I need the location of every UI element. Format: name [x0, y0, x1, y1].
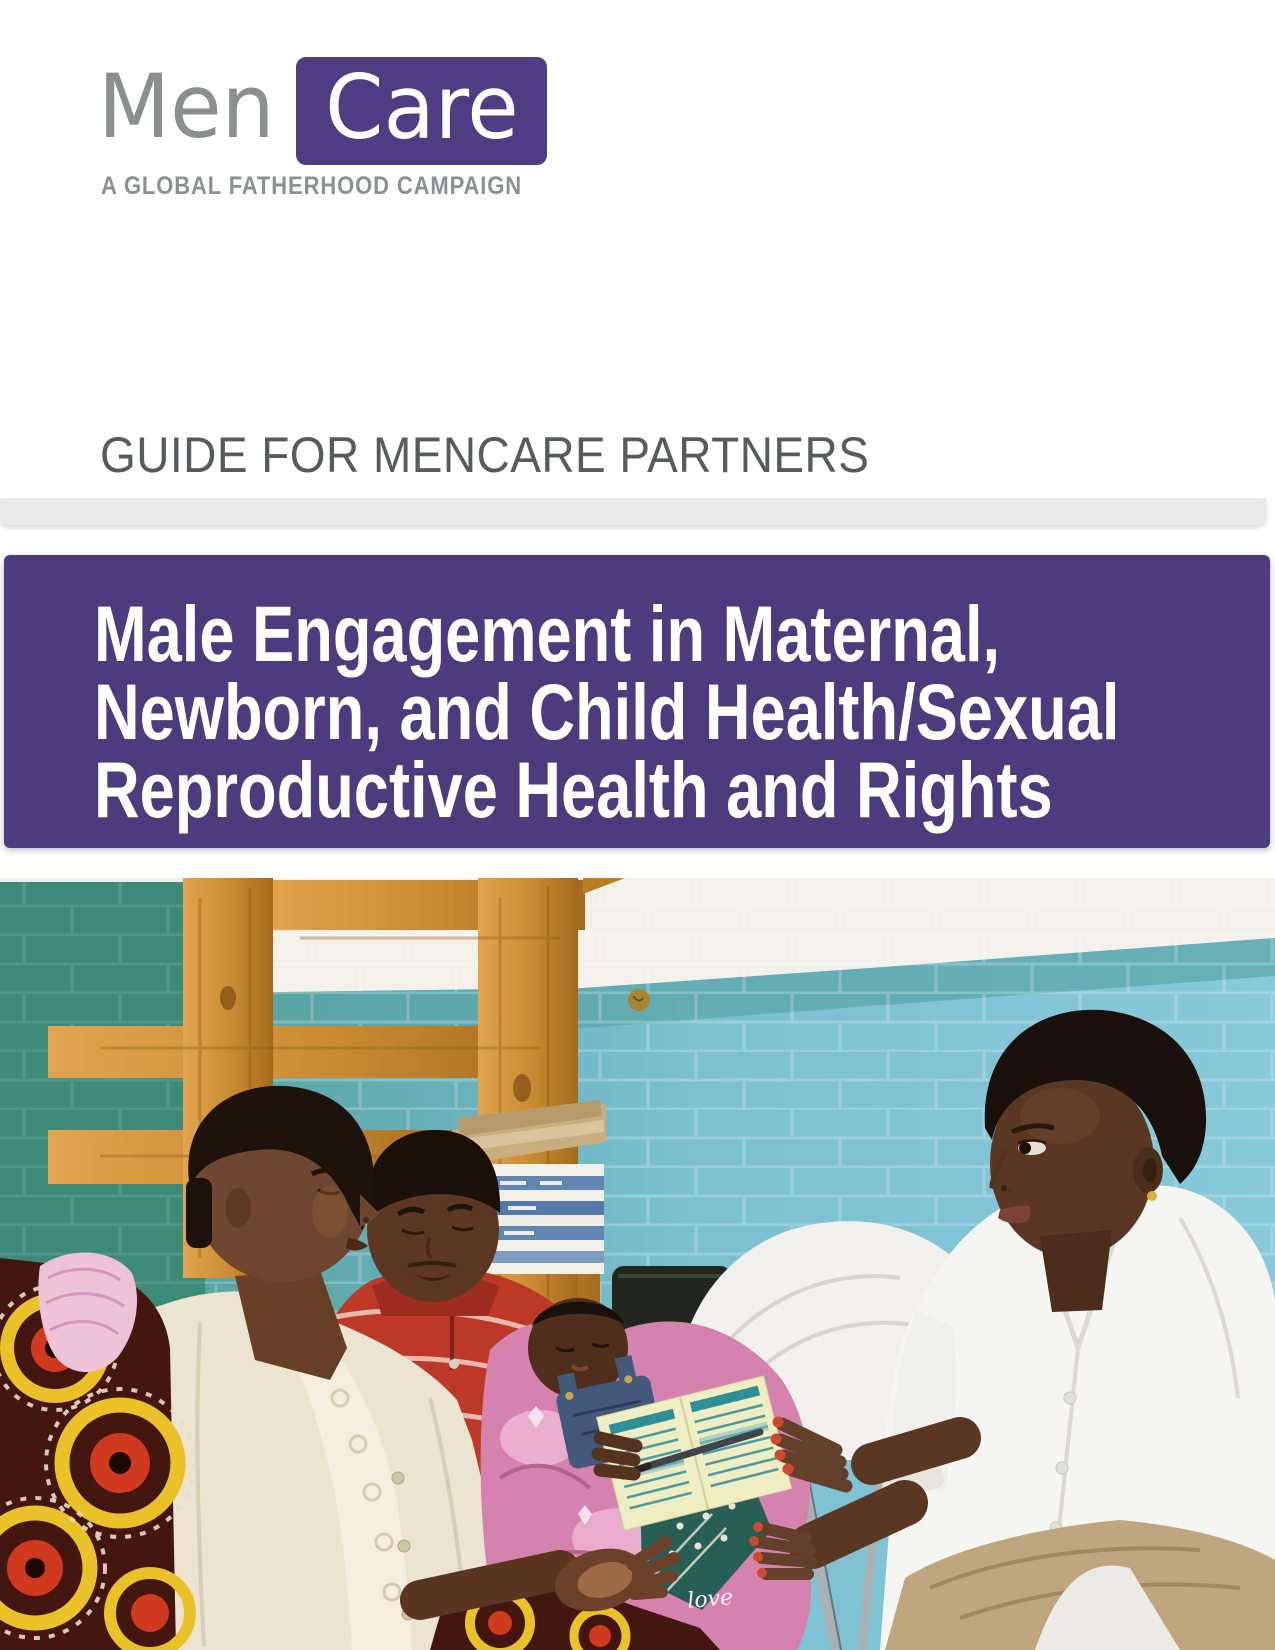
blanket-love-text-2: love [686, 1585, 735, 1614]
kicker-heading: GUIDE FOR MENCARE PARTNERS [100, 427, 870, 483]
divider-band [0, 498, 1266, 525]
logo-text-men: Men [98, 55, 275, 158]
logo-text-care: Care [324, 56, 519, 159]
page-title-line-1: Male Engagement in Maternal, [94, 589, 1001, 678]
cover-photo [0, 878, 1275, 1650]
earring-stud [1147, 1191, 1157, 1201]
logo-tagline: A GLOBAL FATHERHOOD CAMPAIGN [101, 172, 523, 200]
page-title-line-3: Reproductive Health and Rights [94, 745, 1053, 834]
title-banner [4, 555, 1270, 848]
logo-purple-box [296, 57, 547, 165]
page-title-line-2: Newborn, and Child Health/Sexual [94, 667, 1120, 756]
